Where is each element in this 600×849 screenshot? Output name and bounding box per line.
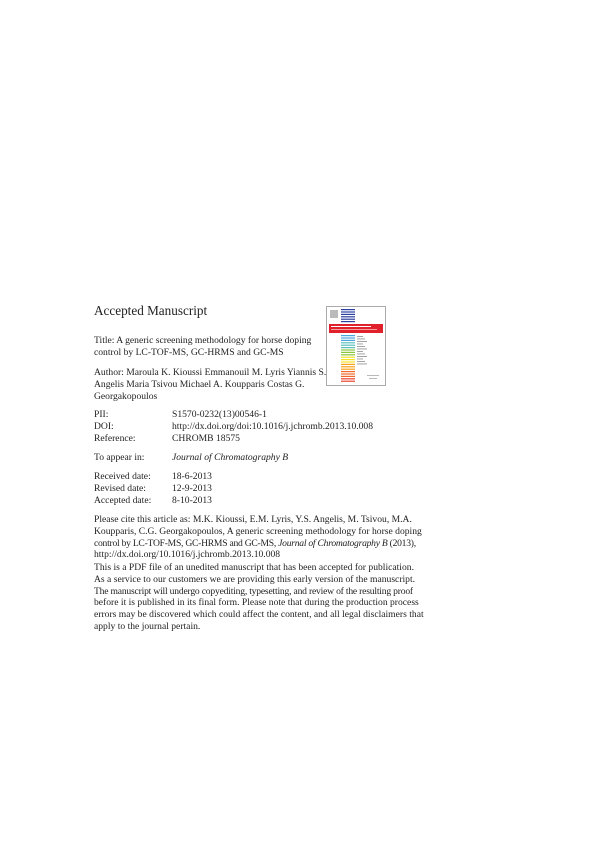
title-line-2: control by LC-TOF-MS, GC-HRMS and GC-MS (94, 347, 284, 358)
appear-label: To appear in: (94, 452, 145, 463)
disclaimer-line: apply to the journal pertain. (94, 620, 201, 632)
cover-stripe (341, 357, 355, 358)
cover-stripe (341, 366, 355, 367)
disclaimer-line: As a service to our customers we are providing this early version of the manuscript. (94, 573, 416, 585)
reference-value: CHROMB 18575 (172, 433, 240, 444)
author-line-3: Georgakopoulos (94, 391, 158, 402)
revised-value: 12-9-2013 (172, 483, 212, 494)
reference-row (94, 433, 240, 445)
citation-line: Koupparis, C.G. Georgakopoulos, A generic screening methodology for horse doping (94, 525, 422, 537)
appear-row (94, 452, 289, 464)
journal-cover-graphic (327, 307, 385, 385)
cover-stripe (341, 335, 355, 336)
cover-stripe (341, 369, 355, 370)
citation-doi-link[interactable]: http://dx.doi.org/10.1016/j.jchromb.2013.10.008 (94, 549, 281, 561)
accepted-value: 8-10-2013 (172, 495, 212, 506)
received-row (94, 471, 212, 483)
journal-name: Journal of Chromatography B (172, 452, 289, 463)
cover-mark (369, 378, 377, 379)
cover-stripe (341, 376, 355, 377)
cover-mark (357, 341, 367, 342)
author-line-2: Angelis Maria Tsivou Michael A. Koupparis Costas G. (94, 379, 305, 390)
author-line-1: Author: Maroula K. Kioussi Emmanouil M. Lyris Yiannis S. (94, 367, 327, 378)
received-value: 18-6-2013 (172, 471, 212, 482)
cover-stripe (341, 345, 355, 346)
cover-mark (367, 375, 379, 376)
doi-row (94, 421, 374, 433)
page-heading: Accepted Manuscript (94, 303, 208, 318)
pii-value: S1570-0232(13)00546-1 (172, 409, 267, 420)
cover-stripe (341, 340, 355, 341)
cover-stripe (341, 352, 355, 353)
citation-line: Please cite this article as: M.K. Kioussi, E.M. Lyris, Y.S. Angelis, M. Tsivou, M.A. (94, 514, 412, 525)
cover-banner-mark (331, 326, 371, 327)
doi-label: DOI: (94, 421, 114, 432)
reference-label: Reference: (94, 433, 136, 444)
disclaimer-line: This is a PDF file of an unedited manuscript that has been accepted for publication. (94, 562, 414, 573)
cover-stripe (341, 373, 355, 374)
cover-stripe (341, 354, 355, 355)
revised-row (94, 483, 212, 495)
cover-stripe (341, 314, 355, 315)
cover-logo (330, 310, 338, 318)
cover-stripe (341, 347, 355, 348)
accepted-label: Accepted date: (94, 495, 152, 506)
disclaimer-line: before it is published in its final form. Please note that during the production process (94, 597, 419, 609)
cover-stripe (341, 311, 355, 312)
disclaimer-line: The manuscript will undergo copyediting, typesetting, and review of the resulting proof (94, 585, 413, 597)
cover-stripe (341, 359, 355, 360)
cover-mark (357, 351, 363, 352)
disclaimer-line: errors may be discovered which could affect the content, and all legal disclaimers that (94, 609, 424, 621)
cover-mark (357, 356, 367, 357)
citation-text: control by LC-TOF-MS, GC-HRMS and GC-MS, (94, 537, 279, 549)
cover-mark (357, 344, 363, 345)
cover-stripe (341, 316, 355, 317)
cover-mark (357, 361, 365, 362)
citation-line (94, 537, 416, 550)
cover-stripe (341, 337, 355, 338)
journal-cover-image (326, 306, 386, 386)
title-line-1: Title: A generic screening methodology for horse doping (94, 335, 312, 346)
cover-mark (357, 336, 363, 337)
citation-year: (2013), (387, 537, 416, 549)
cover-stripe (341, 349, 355, 350)
cover-stripe (341, 371, 355, 372)
disclaimer-paragraph (94, 562, 424, 633)
cover-stripe (341, 361, 355, 362)
cover-stripe (341, 342, 355, 343)
cover-mark (357, 364, 367, 365)
cover-stripe (341, 364, 355, 365)
cover-stripe (341, 319, 355, 320)
cover-stripe (341, 309, 355, 310)
cover-mark (357, 354, 365, 355)
cover-mark (357, 339, 365, 340)
cover-banner (329, 324, 383, 333)
revised-label: Revised date: (94, 483, 146, 494)
cover-mark (357, 346, 365, 347)
citation-journal: Journal of Chromatography B (278, 537, 388, 549)
cover-banner-mark (331, 329, 377, 330)
doi-link[interactable]: http://dx.doi.org/doi:10.1016/j.jchromb.2013.10.008 (172, 421, 374, 432)
cover-mark (357, 359, 363, 360)
cover-mark (357, 349, 367, 350)
received-label: Received date: (94, 471, 151, 482)
pii-label: PII: (94, 409, 109, 420)
accepted-row (94, 495, 212, 507)
citation-paragraph (94, 514, 422, 561)
cover-stripe (341, 381, 355, 382)
cover-stripe (341, 321, 355, 322)
cover-stripe (341, 378, 355, 379)
pii-row (94, 409, 267, 421)
